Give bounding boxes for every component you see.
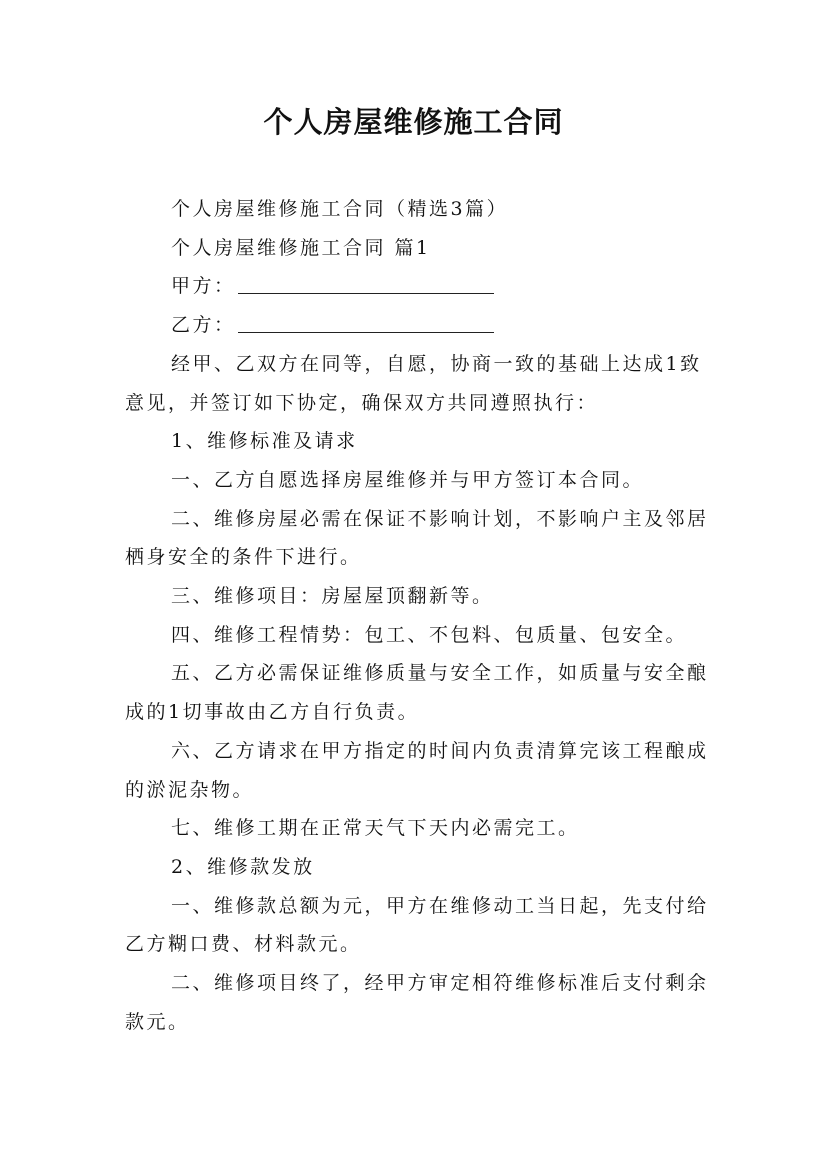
paragraph: 1、维修标准及请求: [171, 430, 358, 453]
party-b-blank: [238, 312, 494, 333]
document-body: [125, 190, 715, 1041]
party-b-line: [125, 306, 715, 345]
paragraph: 七、维修工期在正常天气下天内必需完工。: [171, 817, 580, 840]
party-a-label: 甲方：: [171, 275, 236, 298]
paragraph: 一、维修款总额为元，甲方在维修动工当日起，先支付给乙方糊口费、材料款元。: [125, 894, 709, 956]
party-a-blank: [238, 273, 494, 294]
paragraph: 四、维修工程情势：包工、不包料、包质量、包安全。: [171, 623, 688, 646]
document-title: 个人房屋维修施工合同: [263, 105, 564, 139]
paragraph: 二、维修项目终了，经甲方审定相符维修标准后支付剩余款元。: [125, 972, 709, 1033]
paragraph: 五、乙方必需保证维修质量与安全工作，如质量与安全酿成的1切事故由乙方自行负责。: [125, 662, 709, 724]
section-title: 个人房屋维修施工合同 篇1: [171, 236, 431, 259]
paragraph: 经甲、乙双方在同等，自愿，协商一致的基础上达成1致意见，并签订如下协定，确保双方共同遵照执行：: [125, 352, 702, 414]
paragraph: 三、维修项目：房屋屋顶翻新等。: [171, 585, 494, 608]
party-a-line: [125, 267, 715, 306]
paragraph: 一、乙方自愿选择房屋维修并与甲方签订本合同。: [171, 468, 645, 491]
paragraph: 2、维修款发放: [171, 855, 315, 878]
paragraph: 二、维修房屋必需在保证不影响计划，不影响户主及邻居栖身安全的条件下进行。: [125, 507, 709, 569]
paragraph: 六、乙方请求在甲方指定的时间内负责清算完该工程酿成的淤泥杂物。: [125, 739, 709, 801]
subtitle-line: 个人房屋维修施工合同（精选3篇）: [171, 198, 509, 220]
party-b-label: 乙方：: [171, 314, 236, 337]
